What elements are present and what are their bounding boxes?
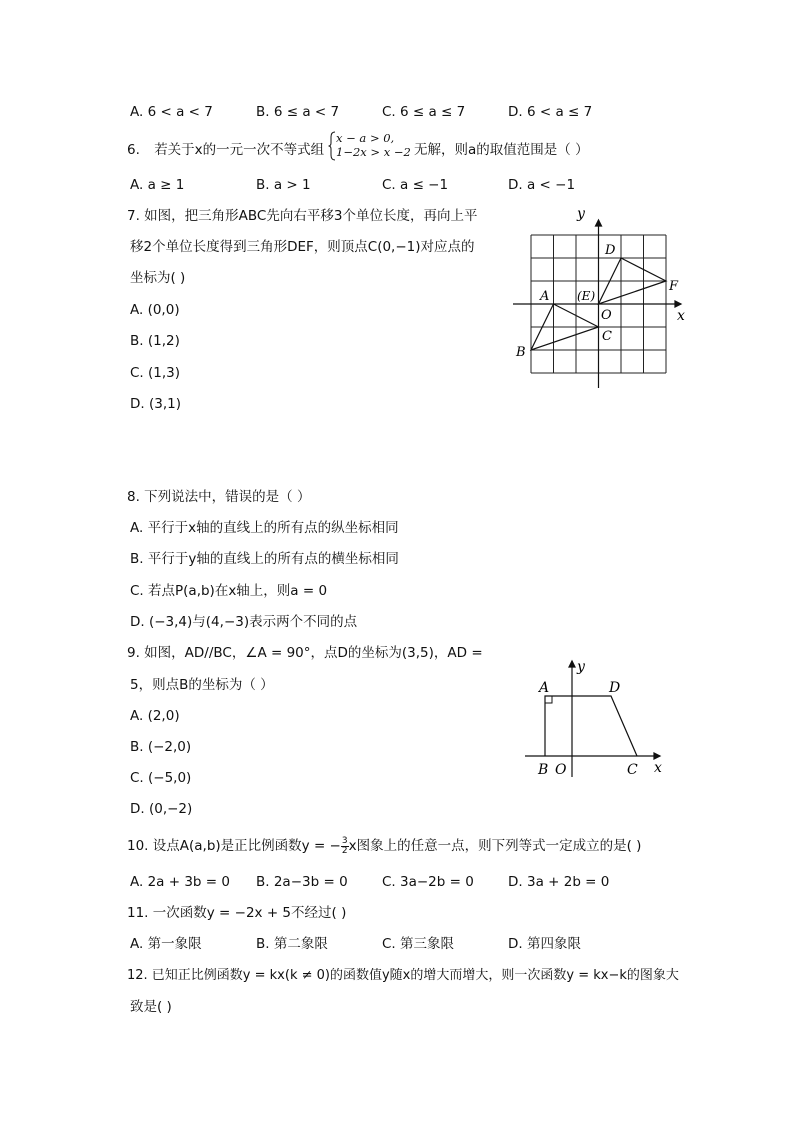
q11-option-c: C. 第三象限	[382, 936, 455, 952]
q7-line1: 7. 如图，把三角形ABC先向右平移3个单位长度，再向上平	[127, 208, 478, 224]
q9-x-label: x	[654, 760, 662, 776]
q9-option-b: B. (−2,0)	[130, 739, 192, 755]
q10-option-a: A. 2a + 3b = 0	[130, 874, 230, 890]
q7-x-arrow-icon	[675, 301, 681, 307]
q7-y-label: y	[577, 206, 585, 222]
q7-x-label: x	[677, 308, 685, 324]
q7-label-c: C	[602, 329, 612, 344]
q8-option-d: D. (−3,4)与(4,−3)表示两个不同的点	[130, 614, 358, 630]
q6-option-c: C. a ≤ −1	[382, 177, 449, 193]
q6-option-b: B. a > 1	[256, 177, 311, 193]
q9-label-a: A	[539, 680, 550, 696]
q12-line1: 12. 已知正比例函数y = kx(k ≠ 0)的函数值y随x的增大而增大，则一次函数y = kx−k的图象大	[127, 968, 679, 983]
q9-x-arrow-icon	[654, 753, 660, 759]
q6-text-before: 若关于x的一元一次不等式组	[154, 142, 325, 158]
q9-label-o: O	[555, 762, 567, 778]
q7-y-arrow-icon	[596, 220, 602, 226]
q9-option-a: A. (2,0)	[130, 708, 180, 724]
q10-stem	[127, 836, 641, 856]
q10-frac-den: 2	[341, 845, 348, 856]
q10-text-after: x图象上的任意一点，则下列等式一定成立的是( )	[348, 838, 642, 854]
q7-label-e: (E)	[577, 289, 596, 303]
q11-option-a: A. 第一象限	[130, 936, 202, 952]
q10-text-before: 10. 设点A(a,b)是正比例函数y = −	[127, 838, 341, 854]
q9-y-arrow-icon	[569, 661, 575, 667]
q5-option-c: C. 6 ≤ a ≤ 7	[382, 104, 466, 120]
q9-label-c: C	[627, 762, 638, 778]
q5-option-a: A. 6 < a < 7	[130, 104, 213, 120]
q9-label-d: D	[609, 680, 621, 696]
q6-option-d: D. a < −1	[508, 177, 576, 193]
q9-right-angle-icon	[545, 696, 552, 703]
q9-y-label: y	[577, 659, 585, 675]
q7-figure	[505, 200, 700, 395]
q10-option-d: D. 3a + 2b = 0	[508, 874, 610, 890]
q6-text-after: 无解，则a的取值范围是（ ）	[414, 142, 589, 158]
q6-brace-icon	[328, 131, 336, 161]
q7-label-b: B	[516, 345, 526, 360]
q9-trapezoid	[545, 696, 637, 756]
q9-option-d: D. (0,−2)	[130, 801, 193, 817]
q6-system-line1: x − a > 0,	[336, 131, 395, 145]
q7-option-b: B. (1,2)	[130, 333, 180, 349]
q12-line2: 致是( )	[130, 999, 172, 1015]
q5-option-d: D. 6 < a ≤ 7	[508, 104, 593, 120]
q6-stem	[127, 140, 324, 160]
q8-option-b: B. 平行于y轴的直线上的所有点的横坐标相同	[130, 551, 399, 567]
q9-figure	[520, 655, 680, 785]
q11-option-b: B. 第二象限	[256, 936, 328, 952]
q10-option-c: C. 3a−2b = 0	[382, 874, 474, 890]
q9-line2: 5，则点B的坐标为（ ）	[130, 677, 274, 693]
q9-line1: 9. 如图，AD//BC，∠A = 90°，点D的坐标为(3,5)，AD =	[127, 645, 483, 661]
q7-axes	[513, 220, 681, 388]
q8-option-a: A. 平行于x轴的直线上的所有点的纵坐标相同	[130, 520, 399, 536]
q9-label-b: B	[538, 762, 549, 778]
q9-option-c: C. (−5,0)	[130, 770, 192, 786]
q11-option-d: D. 第四象限	[508, 936, 581, 952]
q7-label-a: A	[540, 289, 550, 304]
q7-option-a: A. (0,0)	[130, 302, 180, 318]
q10-option-b: B. 2a−3b = 0	[256, 874, 348, 890]
q6-system-line2: 1−2x > x −2	[336, 145, 411, 159]
q10-frac-num: 3	[341, 835, 348, 846]
q7-line2: 移2个单位长度得到三角形DEF，则顶点C(0,−1)对应点的	[130, 239, 475, 255]
q7-option-c: C. (1,3)	[130, 365, 181, 381]
q11-line1: 11. 一次函数y = −2x + 5不经过( )	[127, 905, 347, 921]
q7-label-o: O	[601, 308, 612, 323]
q6-number: 6.	[127, 142, 140, 158]
q6-option-a: A. a ≥ 1	[130, 177, 185, 193]
q5-option-b: B. 6 ≤ a < 7	[256, 104, 340, 120]
q7-label-f: F	[669, 279, 679, 294]
q7-line3: 坐标为( )	[130, 270, 186, 286]
q8-line1: 8. 下列说法中，错误的是（ ）	[127, 489, 311, 505]
q10-fraction	[341, 837, 349, 856]
q7-option-d: D. (3,1)	[130, 396, 181, 412]
q8-option-c: C. 若点P(a,b)在x轴上，则a = 0	[130, 583, 328, 599]
q6-system	[336, 131, 411, 159]
q7-label-d: D	[605, 243, 616, 258]
